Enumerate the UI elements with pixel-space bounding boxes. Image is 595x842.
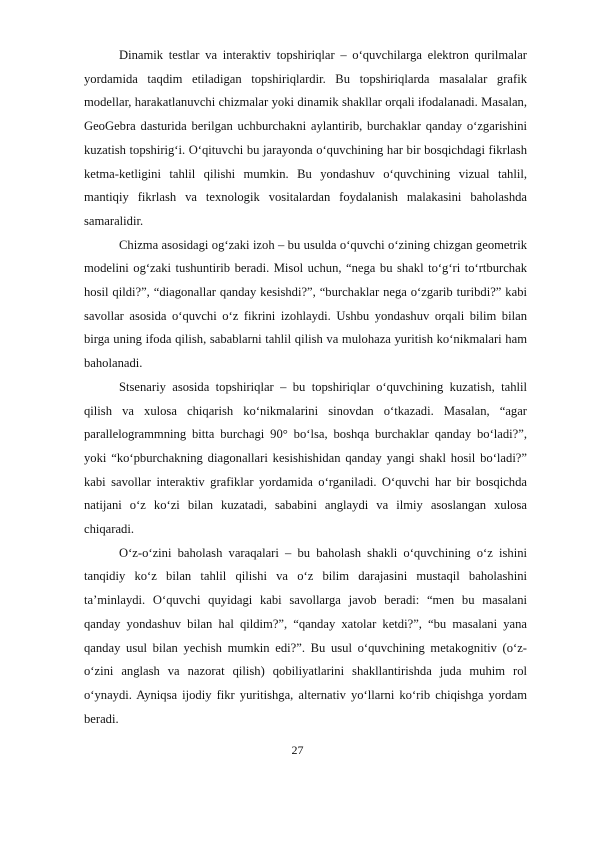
paragraph-scenario-tasks: Stsenariy asosida topshiriqlar – bu topshiriqlar o‘quvchining kuzatish, tahlil qilish va xulosa chiqarish ko‘nikmalarini sinovdan o‘tkazadi. Masalan, “agar parallelogrammning bitta burchagi 90° bo‘lsa, boshqa burchaklar qanday bo‘ladi?”, yoki “ko‘pburchakning diagonallari kesishishidan qanday yangi shakl hosil bo‘ladi?” kabi savollar interaktiv grafiklar yordamida o‘rganiladi. O‘quvchi har bir bosqichda natijani o‘z ko‘zi bilan kuzatadi, sababini anglaydi va ilmiy asoslangan xulosa chiqaradi. <box>84 379 527 537</box>
page-body <box>84 44 527 731</box>
page-number: 27 <box>291 743 304 757</box>
paragraph-dynamic-tests: Dinamik testlar va interaktiv topshiriqlar – o‘quvchilarga elektron qurilmalar yordamida taqdim etiladigan topshiriqlardir. Bu topshiriqlarda masalalar grafik modellar, harakatlanuvchi chizmalar yoki dinamik shakllar orqali ifodalanadi. Masalan, GeoGebra dasturida berilgan uchburchakni aylantirib, burchaklar qanday o‘zgarishini kuzatish topshirig‘i. O‘qituvchi bu jarayonda o‘quvchining har bir bosqichdagi fikrlash ketma-ketligini tahlil qilishi mumkin. Bu yondashuv o‘quvchining vizual tahlil, mantiqiy fikrlash va texnologik vositalardan foydalanish malakasini baholashda samaralidir. <box>84 48 527 228</box>
paragraph-self-assessment: O‘z-o‘zini baholash varaqalari – bu baholash shakli o‘quvchining o‘z ishini tanqidiy ko‘z bilan tahlil qilishi va o‘z bilim darajasini mustaqil baholashini ta’minlaydi. O‘quvchi quyidagi kabi savollarga javob beradi: “men bu masalani qanday yondashuv bilan hal qildim?”, “qanday xatolar ketdi?”, “bu masalani yana qanday usul bilan yechish mumkin edi?”. Bu usul o‘quvchining metakognitiv (o‘z-o‘zini anglash va nazorat qilish) qobiliyatlarini shakllantirishda juda muhim rol o‘ynaydi. Ayniqsa ijodiy fikr yuritishga, alternativ yo‘llarni ko‘rib chiqishga yordam beradi. <box>84 545 527 726</box>
paragraph-oral-explanation: Chizma asosidagi og‘zaki izoh – bu usulda o‘quvchi o‘zining chizgan geometrik modelini og‘zaki tushuntirib beradi. Misol uchun, “nega bu shakl to‘g‘ri to‘rtburchak hosil qildi?”, “diagonallar qanday kesishdi?”, “burchaklar nega o‘zgarib turibdi?” kabi savollar asosida o‘quvchi o‘z fikrini izohlaydi. Ushbu yondashuv orqali bilim bilan birga uning ifoda qilish, sabablarni tahlil qilish va mulohaza yuritish ko‘nikmalari ham baholanadi. <box>84 237 527 371</box>
